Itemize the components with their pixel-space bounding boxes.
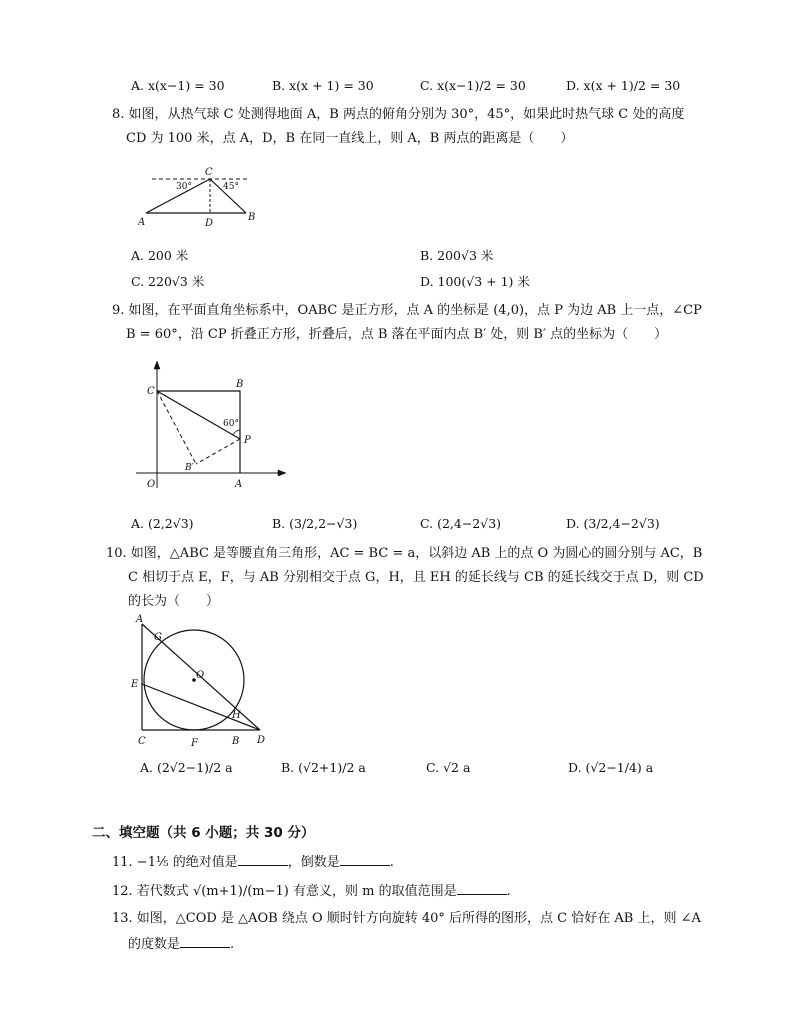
q9-stem-line1: 9. 如图，在平面直角坐标系中，OABC 是正方形，点 A 的坐标是 (4,0)，点 P 为边 AB 上一点，∠CP <box>112 303 702 318</box>
q8-stem-line2: CD 为 100 米，点 A，D，B 在同一直线上，则 A，B 两点的距离是（ ） <box>126 131 574 146</box>
q9-stem-line2: B = 60°，沿 CP 折叠正方形，折叠后，点 B 落在平面内点 B′ 处，则 B′ 点的坐标为（ ） <box>126 327 668 342</box>
q12-line <box>112 882 511 900</box>
q9-label-b: B <box>236 379 244 390</box>
q11-blank-1[interactable] <box>238 853 288 866</box>
q9-label-a: A <box>235 479 243 490</box>
q9-option-c: C. (2,4−2√3) <box>420 516 502 531</box>
q9-option-d: D. (3/2,4−2√3) <box>566 516 660 531</box>
q13-blank[interactable] <box>180 935 230 948</box>
q9-figure <box>130 358 292 494</box>
q10-label-e: E <box>131 679 139 690</box>
q8-label-45: 45° <box>223 182 239 192</box>
q8-figure <box>138 163 268 229</box>
q10-option-a: A. (2√2−1)/2 a <box>140 760 233 775</box>
q11-blank-2[interactable] <box>340 853 390 866</box>
q8-label-a: A <box>138 217 146 228</box>
q11-part1: 11. −1⅕ 的绝对值是 <box>112 855 238 870</box>
q10-label-d: D <box>257 735 266 746</box>
q8-option-c: C. 220√3 米 <box>131 274 205 289</box>
q8-option-a: A. 200 米 <box>131 248 189 263</box>
q8-label-d: D <box>205 218 214 229</box>
q9-label-p: P <box>244 435 251 446</box>
q11-part2: ，倒数是 <box>287 855 340 870</box>
q10-label-f: F <box>191 738 198 749</box>
q7-option-a: A. x(x−1) = 30 <box>131 78 225 93</box>
q12-part1: 12. 若代数式 √(m+1)/(m−1) 有意义，则 m 的取值范围是 <box>112 884 457 899</box>
q10-label-o: O <box>196 670 205 681</box>
q7-option-c: C. x(x−1)/2 = 30 <box>420 78 526 93</box>
q10-label-g: G <box>154 632 162 643</box>
q9-label-o: O <box>147 479 156 490</box>
q7-option-b: B. x(x + 1) = 30 <box>272 78 374 93</box>
q9-label-60: 60° <box>223 419 239 429</box>
q9-label-b-prime: B′ <box>185 463 194 473</box>
q10-stem-line1: 10. 如图，△ABC 是等腰直角三角形，AC = BC = a，以斜边 AB 上的点 O 为圆心的圆分别与 AC，B <box>106 546 703 561</box>
q11-end: . <box>389 855 394 870</box>
q9-label-c: C <box>147 386 155 397</box>
q9-angle-arc <box>233 430 240 435</box>
section-2-title: 二、填空题（共 6 小题；共 30 分） <box>92 825 315 841</box>
q13-line1: 13. 如图，△COD 是 △AOB 绕点 O 顺时针方向旋转 40° 后所得的图形，点 C 恰好在 AB 上，则 ∠A <box>112 911 701 926</box>
q8-option-b: B. 200√3 米 <box>420 248 494 263</box>
q8-label-30: 30° <box>176 182 192 192</box>
q13-line2 <box>128 935 234 953</box>
q10-stem-line2: C 相切于点 E，F，与 AB 分别相交于点 G，H，且 EH 的延长线与 CB 的延长线交于点 D，则 CD <box>128 570 704 585</box>
q8-option-d: D. 100(√3 + 1) 米 <box>420 274 530 289</box>
q10-label-h: H <box>232 710 241 721</box>
q8-label-b: B <box>248 212 256 223</box>
q9-x-axis-arrow <box>278 470 286 476</box>
q12-blank[interactable] <box>457 882 507 895</box>
q9-option-a: A. (2,2√3) <box>131 516 194 531</box>
q8-label-c: C <box>205 167 213 178</box>
q13-end: . <box>230 937 235 952</box>
q10-figure <box>128 612 274 750</box>
q10-label-c: C <box>138 736 146 747</box>
q10-option-b: B. (√2+1)/2 a <box>281 760 366 775</box>
q9-option-b: B. (3/2,2−√3) <box>272 516 358 531</box>
q10-label-b: B <box>232 736 240 747</box>
q10-option-d: D. (√2−1/4) a <box>568 760 654 775</box>
q9-line-pb-prime <box>196 439 240 464</box>
q8-stem-line1: 8. 如图，从热气球 C 处测得地面 A，B 两点的俯角分别为 30°，45°，如果此时热气球 C 处的高度 <box>112 107 685 122</box>
q12-end: . <box>506 884 511 899</box>
q9-line-cp <box>157 391 240 439</box>
q7-option-d: D. x(x + 1)/2 = 30 <box>566 78 681 93</box>
q9-y-axis-arrow <box>154 361 160 369</box>
q10-label-a: A <box>136 614 144 625</box>
q13-line2-part: 的度数是 <box>128 937 181 952</box>
q10-stem-line3: 的长为（ ） <box>128 594 220 609</box>
q11-line <box>112 853 394 871</box>
q10-option-c: C. √2 a <box>426 760 471 775</box>
